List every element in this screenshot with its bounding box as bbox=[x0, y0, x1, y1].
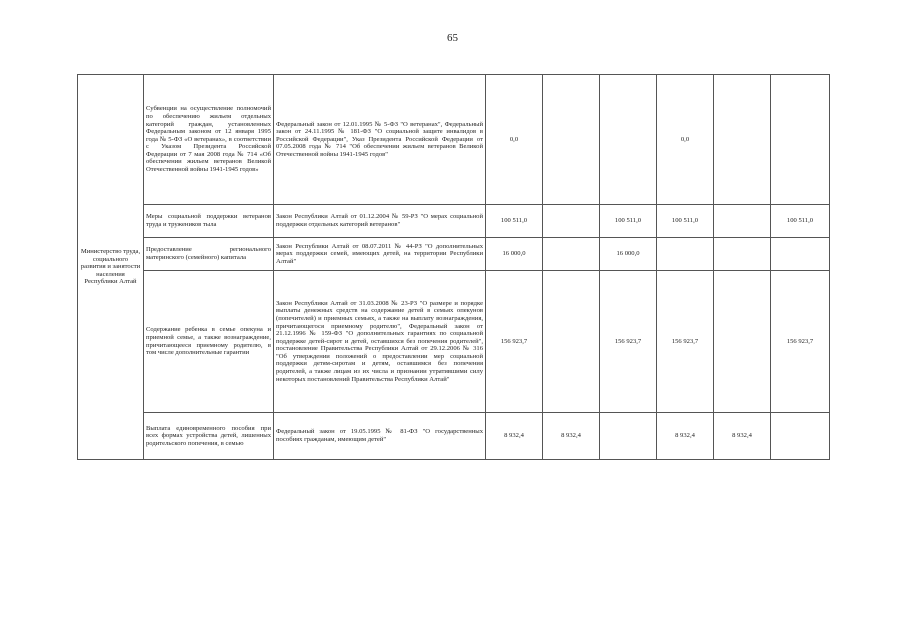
value-cell bbox=[714, 75, 771, 205]
budget-table bbox=[77, 74, 830, 460]
value-cell: 8 932,4 bbox=[714, 413, 771, 460]
table-row bbox=[78, 271, 830, 413]
legal-basis: Федеральный закон от 12.01.1995 № 5-ФЗ "О ветеранах", Федеральный закон от 24.11.1995 № 181-ФЗ "О социальной защите инвалидов в Российской Федерации", Указ Президента Российской Федерации от 07.05.2008 года № 714 "Об обеспечении жильем ветеранов Великой Отечественной войны 1941-1945 годов" bbox=[274, 75, 486, 205]
value-cell: 100 511,0 bbox=[486, 205, 543, 238]
measure-name: Выплата единовременного пособия при всех формах устройства детей, лишенных родительского попечения, в семью bbox=[144, 413, 274, 460]
legal-basis: Закон Республики Алтай от 31.03.2008 № 23-РЗ "О размере и порядке выплаты денежных средств на содержание детей в семьях опекунов (попечителей) и приемных семьях, а также на выплату вознаграждения, причитающегося приемному родителю", Федеральный закон от 21.12.1996 № 159-ФЗ "О дополнительных гарантиях по социальной поддержке детей-сирот и детей, оставшихся без попечения родителей", постановление Правительства Республики Алтай от 29.12.2006 № 316 "Об утверждении положений о предоставлении мер социальной поддержки детям-сиротам и детям, оставшимся без попечения родителей, а также лицам из их числа и признании утратившими силу некоторых постановлений Правительства Республики Алтай" bbox=[274, 271, 486, 413]
value-cell: 156 923,7 bbox=[657, 271, 714, 413]
legal-basis: Федеральный закон от 19.05.1995 № 81-ФЗ "О государственных пособиях гражданам, имеющим детей" bbox=[274, 413, 486, 460]
measure-name: Содержание ребенка в семье опекуна и приемной семье, а также вознаграждение, причитающееся приемному родителю, в том числе дополнительные гарантии bbox=[144, 271, 274, 413]
value-cell: 156 923,7 bbox=[600, 271, 657, 413]
table-row bbox=[78, 75, 830, 205]
table-row bbox=[78, 205, 830, 238]
measure-name: Меры социальной поддержки ветеранов труда и тружеников тыла bbox=[144, 205, 274, 238]
value-cell: 0,0 bbox=[486, 75, 543, 205]
value-cell: 8 932,4 bbox=[486, 413, 543, 460]
value-cell bbox=[600, 75, 657, 205]
table-row bbox=[78, 238, 830, 271]
legal-basis: Закон Республики Алтай от 01.12.2004 № 59-РЗ "О мерах социальной поддержки отдельных категорий ветеранов" bbox=[274, 205, 486, 238]
value-cell bbox=[543, 205, 600, 238]
value-cell bbox=[543, 238, 600, 271]
value-cell: 156 923,7 bbox=[771, 271, 830, 413]
value-cell: 16 000,0 bbox=[600, 238, 657, 271]
value-cell: 100 511,0 bbox=[600, 205, 657, 238]
value-cell bbox=[771, 413, 830, 460]
value-cell bbox=[771, 75, 830, 205]
value-cell bbox=[714, 205, 771, 238]
value-cell: 8 932,4 bbox=[543, 413, 600, 460]
value-cell bbox=[600, 413, 657, 460]
value-cell bbox=[714, 271, 771, 413]
value-cell: 0,0 bbox=[657, 75, 714, 205]
value-cell bbox=[771, 238, 830, 271]
ministry-cell: Министерство труда, социального развития и занятости населения Республики Алтай bbox=[78, 75, 144, 460]
value-cell bbox=[543, 75, 600, 205]
value-cell bbox=[657, 238, 714, 271]
value-cell: 156 923,7 bbox=[486, 271, 543, 413]
value-cell: 16 000,0 bbox=[486, 238, 543, 271]
page-number: 65 bbox=[447, 32, 458, 44]
value-cell: 100 511,0 bbox=[771, 205, 830, 238]
value-cell bbox=[714, 238, 771, 271]
value-cell: 100 511,0 bbox=[657, 205, 714, 238]
measure-name: Субвенции на осуществление полномочий по обеспечению жильем отдельных категорий граждан, установленных Федеральным законом от 12 января 1995 года № 5-ФЗ «О ветеранах», в соответствии с Указом Президента Российской Федерации от 7 мая 2008 года № 714 «Об обеспечении жильем ветеранов Великой Отечественной войны 1941-1945 годов» bbox=[144, 75, 274, 205]
measure-name: Предоставление регионального материнского (семейного) капитала bbox=[144, 238, 274, 271]
value-cell: 8 932,4 bbox=[657, 413, 714, 460]
table-row bbox=[78, 413, 830, 460]
legal-basis: Закон Республики Алтай от 08.07.2011 № 44-РЗ "О дополнительных мерах поддержки семей, имеющих детей, на территории Республики Алтай" bbox=[274, 238, 486, 271]
value-cell bbox=[543, 271, 600, 413]
